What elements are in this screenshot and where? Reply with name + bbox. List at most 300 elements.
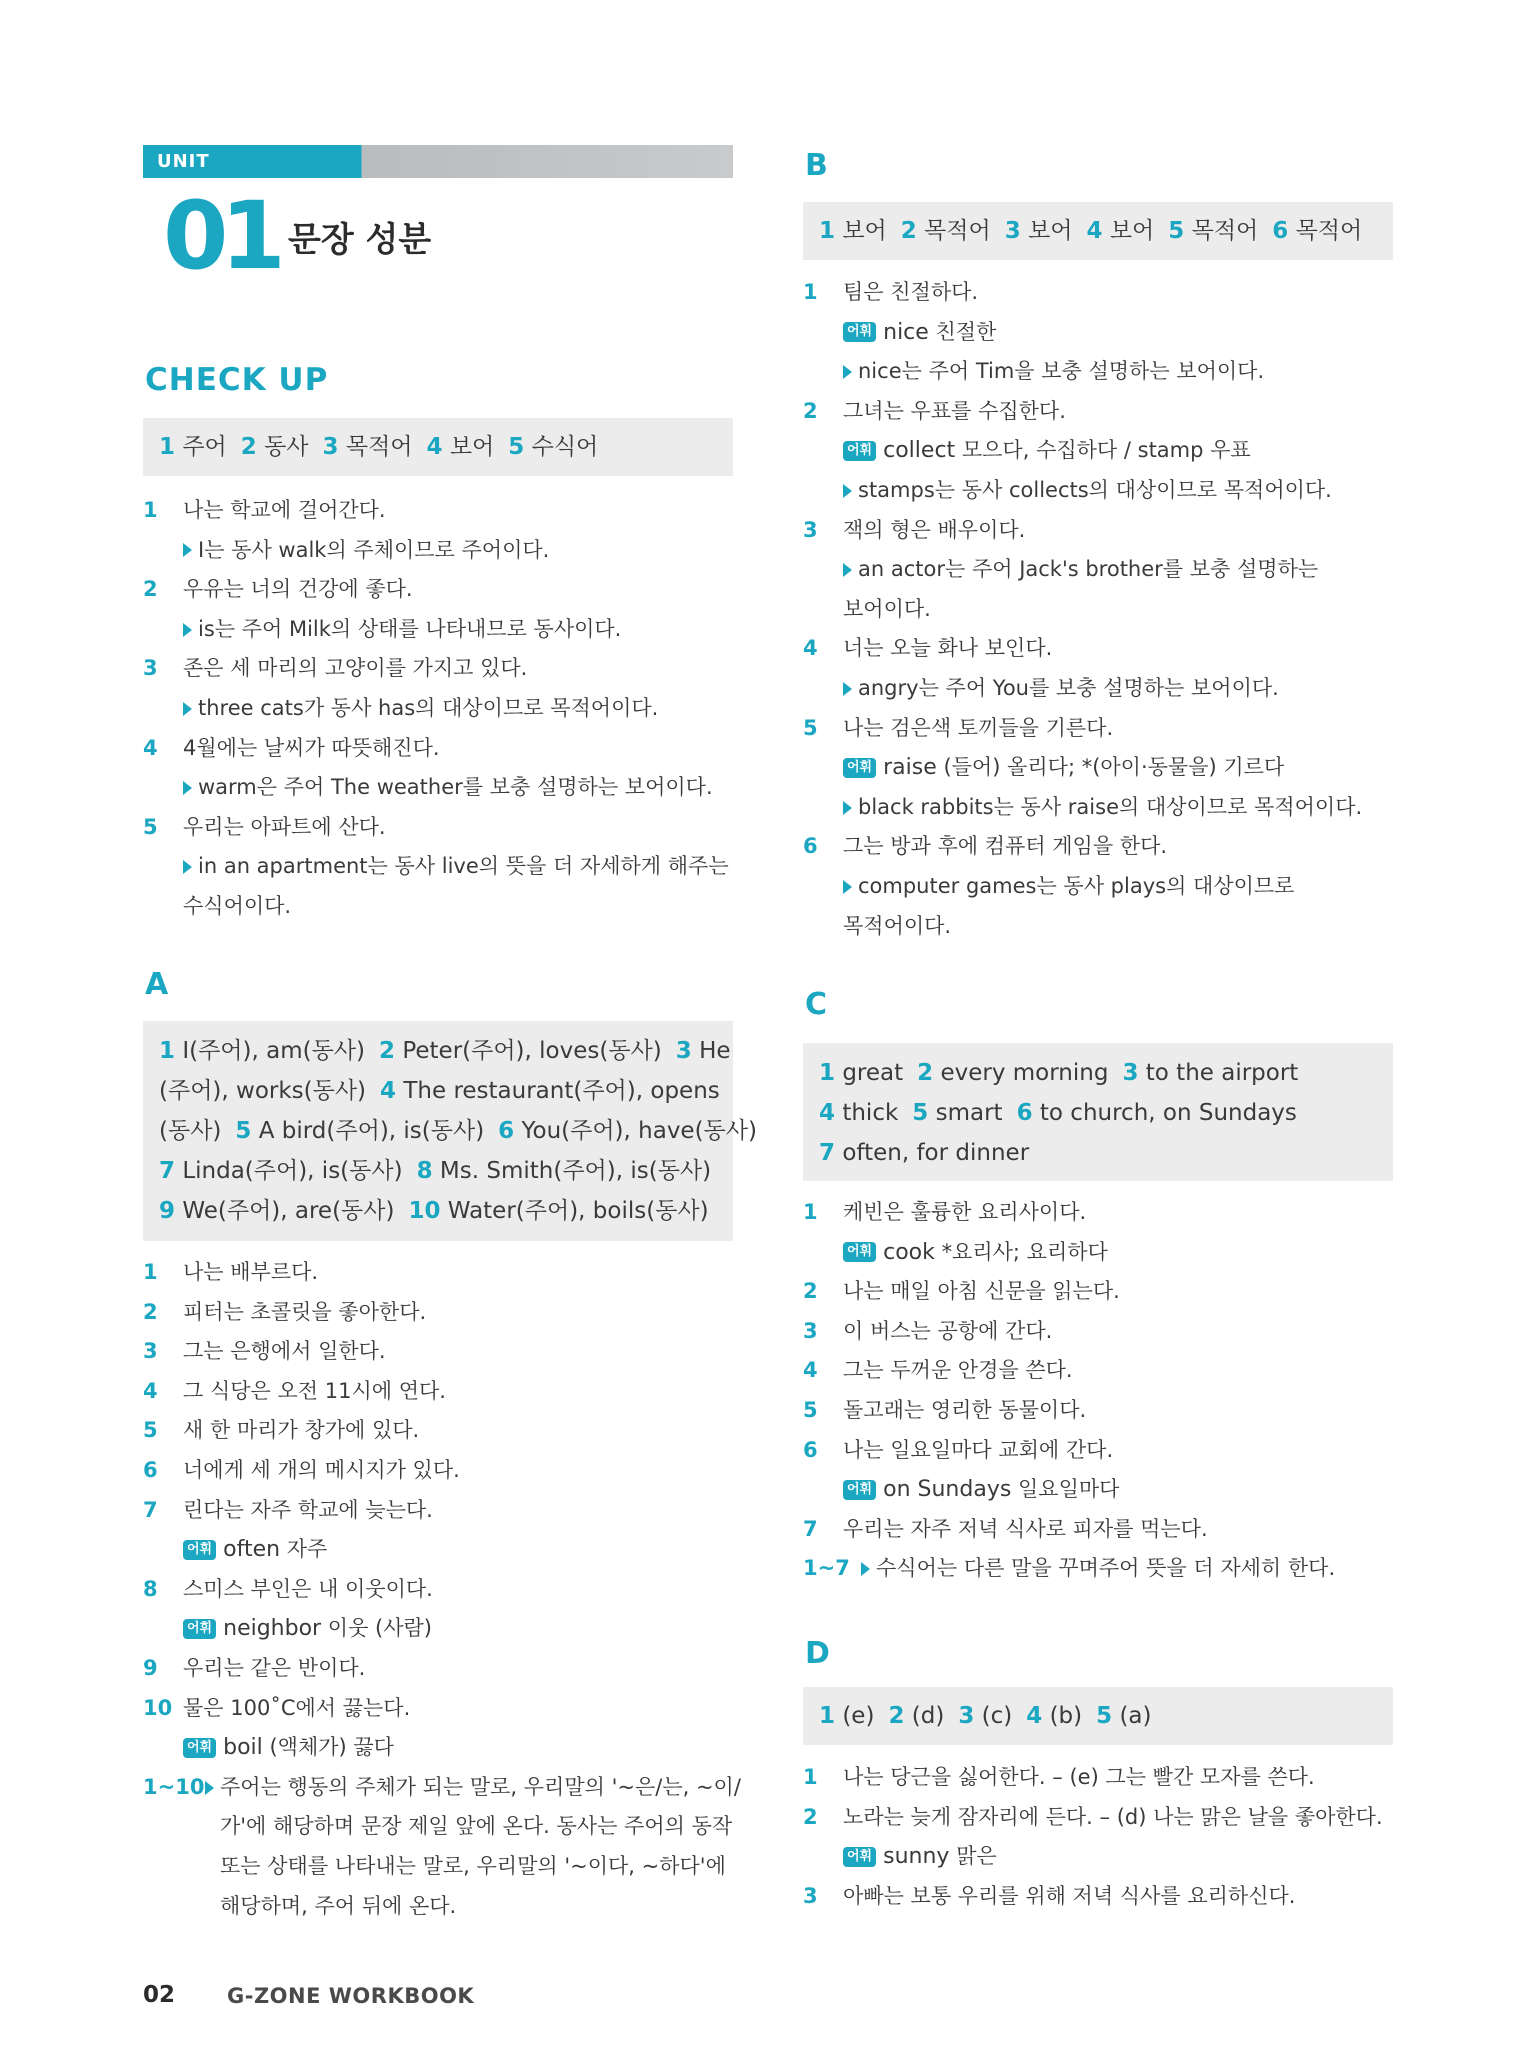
list-item [803, 1193, 1403, 1233]
list-item [803, 273, 1403, 313]
section-b-heading: B [805, 148, 828, 183]
item-row [803, 1470, 1403, 1510]
item-row [803, 748, 1403, 788]
list-item [143, 491, 743, 531]
item-number: 6 [143, 1457, 158, 1482]
answer-item [1005, 218, 1073, 244]
summary-text: 가'에 해당하며 문장 제일 앞에 온다. 동사는 주어의 동작 [220, 1814, 733, 1839]
answer-line [819, 1133, 1377, 1173]
summary-text: 해당하며, 주어 뒤에 온다. [220, 1893, 457, 1918]
item-number: 4 [143, 735, 158, 760]
vocab-meaning: 자주 [286, 1537, 328, 1562]
note-text: nice는 주어 Tim을 보충 설명하는 보어이다. [858, 359, 1265, 384]
checkup-heading: CHECK UP [145, 362, 329, 398]
arrow-right-icon [205, 1781, 214, 1795]
vocab-note [843, 748, 1284, 788]
answer-value: 목적어 [1295, 218, 1363, 244]
answer-number: 3 [322, 434, 339, 460]
section-d-answer-box [803, 1687, 1393, 1745]
item-number: 4 [803, 636, 818, 661]
section-d-heading: D [805, 1636, 830, 1671]
item-number: 4 [143, 1378, 158, 1403]
answer-number: 2 [240, 434, 257, 460]
arrow-right-icon [183, 860, 192, 874]
vocab-term: collect [883, 438, 956, 464]
answer-number: 9 [159, 1198, 176, 1224]
item-text: 우리는 아파트에 산다. [183, 814, 386, 839]
answer-item [819, 1060, 903, 1086]
answer-number: 5 [1168, 218, 1185, 244]
answer-value: to church, on Sundays [1039, 1100, 1297, 1126]
arrow-right-icon [843, 365, 852, 379]
summary-row [803, 1549, 1403, 1589]
item-number: 1 [803, 1200, 818, 1224]
answer-value: 목적어 [1191, 218, 1259, 244]
answer-number: 1 [159, 434, 176, 460]
answer-value: You(주어), have(동사) [521, 1118, 757, 1144]
item-number: 6 [803, 834, 818, 859]
answer-value: (b) [1049, 1703, 1083, 1729]
vocab-note [843, 1837, 997, 1877]
item-number: 10 [143, 1695, 173, 1720]
summary-text: 주어는 행동의 주체가 되는 말로, 우리말의 '~은/는, ~이/ [220, 1774, 741, 1799]
vocab-meaning: 맑은 [956, 1844, 997, 1869]
answer-number: 1 [159, 1038, 176, 1064]
answer-value: Peter(주어), loves(동사) [402, 1038, 662, 1064]
item-row [143, 1609, 743, 1649]
answer-number: 4 [426, 434, 443, 460]
vocab-term: sunny [883, 1844, 950, 1870]
answer-value: 수식어 [531, 434, 599, 460]
answer-item [912, 1100, 1002, 1126]
answer-value: (동사) [159, 1118, 222, 1144]
answer-item [819, 218, 887, 244]
answer-number: 7 [159, 1158, 176, 1184]
answer-item [1087, 218, 1155, 244]
unit-bar [143, 145, 733, 178]
answer-value: A bird(주어), is(동사) [258, 1118, 485, 1144]
answer-value: great [842, 1060, 904, 1086]
answer-value: He [699, 1038, 731, 1064]
answer-line [819, 1093, 1377, 1133]
item-number: 7 [803, 1516, 818, 1541]
vocab-term: often [223, 1537, 281, 1563]
section-d-items [803, 1758, 1403, 1916]
item-number: 5 [803, 1397, 818, 1422]
book-title: G-ZONE WORKBOOK [227, 1984, 475, 2008]
arrow-right-icon [843, 484, 852, 498]
answer-value: (a) [1119, 1703, 1152, 1729]
item-text: 그녀는 우표를 수집한다. [843, 398, 1066, 423]
item-number: 2 [803, 398, 818, 423]
page-number: 02 [143, 1982, 176, 2008]
item-number: 5 [143, 1418, 158, 1443]
answer-item [159, 1038, 365, 1064]
answer-item [1272, 218, 1362, 244]
list-item [803, 1431, 1403, 1471]
answer-line [819, 1697, 1377, 1735]
answer-line [159, 428, 717, 466]
item-number: 2 [803, 1279, 818, 1304]
list-item [143, 1451, 743, 1491]
answer-value: We(주어), are(동사) [182, 1198, 395, 1224]
item-number: 1 [803, 280, 818, 304]
item-text: 나는 매일 아침 신문을 읽는다. [843, 1279, 1120, 1304]
summary-note [205, 1768, 741, 1808]
item-number: 2 [143, 1299, 158, 1324]
answer-value: 보어 [449, 434, 495, 460]
item-row [143, 1728, 743, 1768]
answer-item [1096, 1703, 1151, 1729]
list-item [803, 1877, 1403, 1917]
item-number: 9 [143, 1655, 158, 1680]
answer-value: (c) [981, 1703, 1013, 1729]
answer-line [159, 1071, 720, 1111]
section-c-heading: C [805, 987, 828, 1022]
vocab-note [843, 1470, 1119, 1510]
answer-value: 보어 [842, 218, 887, 244]
item-row [803, 471, 1403, 511]
item-row [143, 887, 743, 927]
answer-item [159, 434, 227, 460]
answer-value: 목적어 [924, 218, 991, 244]
item-text: 우유는 너의 건강에 좋다. [183, 577, 413, 602]
answer-value: every morning [940, 1060, 1109, 1086]
vocab-badge: 어휘 [183, 1540, 216, 1560]
answer-number: 3 [675, 1038, 692, 1064]
answer-item [888, 1703, 944, 1729]
vocab-meaning: 이웃 (사람) [327, 1616, 432, 1641]
section-a-items [143, 1253, 743, 1926]
item-row [803, 788, 1403, 828]
list-item [803, 709, 1403, 749]
answer-value: 동사 [264, 434, 309, 460]
item-number: 1 [803, 1765, 818, 1789]
answer-value: (d) [911, 1703, 945, 1729]
explanation-note [843, 669, 1279, 709]
list-item [803, 1758, 1403, 1798]
item-row [803, 352, 1403, 392]
explanation-note [183, 610, 621, 650]
note-text: warm은 주어 The weather를 보충 설명하는 보어이다. [198, 775, 713, 800]
note-continuation: 수식어이다. [183, 893, 292, 918]
explanation-note [183, 531, 549, 571]
note-text: stamps는 동사 collects의 대상이므로 목적어이다. [858, 477, 1332, 502]
arrow-right-icon [183, 623, 192, 637]
note-text: I는 동사 walk의 주체이므로 주어이다. [198, 537, 550, 562]
answer-number: 5 [912, 1100, 929, 1126]
answer-value: I(주어), am(동사) [182, 1038, 365, 1064]
item-row [803, 590, 1403, 630]
item-number: 7 [143, 1497, 158, 1522]
note-continuation: 보어이다. [843, 596, 931, 621]
summary-row [143, 1847, 743, 1887]
answer-number: 10 [408, 1198, 441, 1224]
item-row [143, 531, 743, 571]
item-row [143, 768, 743, 808]
vocab-term: boil [223, 1735, 263, 1761]
vocab-term: on Sundays [883, 1477, 1012, 1503]
vocab-badge: 어휘 [843, 441, 876, 461]
answer-item [1122, 1060, 1298, 1086]
item-text: 팀은 친절하다. [843, 280, 979, 304]
item-row [143, 1530, 743, 1570]
answer-item [159, 1078, 366, 1104]
answer-item [159, 1158, 403, 1184]
vocab-meaning: 모으다, 수집하다 / stamp 우표 [961, 438, 1251, 463]
arrow-right-icon [183, 781, 192, 795]
note-text: in an apartment는 동사 live의 뜻을 더 자세하게 해주는 [198, 854, 729, 879]
vocab-badge: 어휘 [843, 322, 876, 342]
answer-item [159, 1118, 221, 1144]
list-item [803, 629, 1403, 669]
answer-item [958, 1703, 1012, 1729]
list-item [143, 1332, 743, 1372]
note-text: angry는 주어 You를 보충 설명하는 보어이다. [858, 675, 1279, 700]
list-item [143, 729, 743, 769]
answer-number: 5 [508, 434, 525, 460]
item-number: 4 [803, 1358, 818, 1383]
vocab-note [183, 1609, 432, 1649]
answer-line [159, 1151, 717, 1191]
summary-row [143, 1768, 743, 1808]
list-item [143, 570, 743, 610]
item-number: 5 [803, 715, 818, 740]
vocab-badge: 어휘 [843, 758, 876, 778]
list-item [143, 1570, 743, 1610]
arrow-right-icon [843, 682, 852, 696]
item-text: 그 식당은 오전 11시에 연다. [183, 1378, 446, 1403]
answer-item [819, 1703, 874, 1729]
item-text: 스미스 부인은 내 이웃이다. [183, 1576, 433, 1601]
item-number: 3 [143, 656, 158, 681]
item-text: 나는 학교에 걸어간다. [183, 498, 386, 522]
item-text: 물은 100˚C에서 끓는다. [183, 1695, 411, 1720]
arrow-right-icon [843, 880, 852, 894]
answer-item [1017, 1100, 1297, 1126]
answer-item [235, 1118, 484, 1144]
explanation-note [843, 788, 1362, 828]
answer-line [159, 1031, 731, 1071]
summary-row [143, 1887, 743, 1927]
answer-number: 4 [1086, 218, 1103, 244]
item-text: 피터는 초콜릿을 좋아한다. [183, 1299, 427, 1324]
answer-value: (주어), works(동사) [159, 1078, 367, 1104]
section-c-items [803, 1193, 1403, 1589]
item-row [143, 610, 743, 650]
answer-number: 2 [917, 1060, 934, 1086]
section-a-heading: A [145, 967, 169, 1002]
list-item [143, 1253, 743, 1293]
list-item [803, 1312, 1403, 1352]
arrow-right-icon [843, 563, 852, 577]
list-item [803, 511, 1403, 551]
answer-item [498, 1118, 757, 1144]
summary-text: 또는 상태를 나타내는 말로, 우리말의 '~이다, ~하다'에 [220, 1853, 726, 1878]
item-text: 나는 당근을 싫어한다. – (e) 그는 빨간 모자를 쓴다. [843, 1765, 1315, 1789]
answer-value: Water(주어), boils(동사) [447, 1198, 709, 1224]
item-row [803, 313, 1403, 353]
unit-number: 01 [163, 182, 278, 291]
list-item [803, 1510, 1403, 1550]
item-text: 우리는 자주 저녁 식사로 피자를 먹는다. [843, 1516, 1208, 1541]
item-text: 이 버스는 공항에 간다. [843, 1318, 1053, 1343]
answer-number: 1 [819, 218, 836, 244]
summary-range: 1~7 [803, 1556, 850, 1581]
answer-value: smart [935, 1100, 1003, 1126]
answer-value: Linda(주어), is(동사) [182, 1158, 403, 1184]
vocab-meaning: 친절한 [935, 319, 997, 344]
item-text: 새 한 마리가 창가에 있다. [183, 1418, 420, 1443]
list-item [143, 1649, 743, 1689]
item-text: 존은 세 마리의 고양이를 가지고 있다. [183, 656, 528, 681]
arrow-right-icon [183, 702, 192, 716]
answer-item [417, 1158, 712, 1184]
item-text: 4월에는 날씨가 따뜻해진다. [183, 735, 440, 760]
vocab-note [843, 1233, 1108, 1273]
answer-value: The restaurant(주어), opens [403, 1078, 720, 1104]
vocab-badge: 어휘 [183, 1738, 216, 1758]
answer-item [917, 1060, 1108, 1086]
answer-number: 1 [819, 1060, 836, 1086]
list-item [803, 1391, 1403, 1431]
item-text: 그는 두꺼운 안경을 쓴다. [843, 1358, 1073, 1383]
answer-value: 보어 [1109, 218, 1155, 244]
vocab-term: raise [883, 755, 937, 781]
list-item [803, 1351, 1403, 1391]
list-item [143, 1411, 743, 1451]
section-c-answer-box [803, 1043, 1393, 1181]
vocab-badge: 어휘 [843, 1242, 876, 1262]
vocab-note [183, 1728, 394, 1768]
item-number: 2 [143, 577, 158, 602]
vocab-badge: 어휘 [843, 1847, 876, 1867]
arrow-right-icon [861, 1562, 870, 1576]
answer-item [379, 1038, 662, 1064]
answer-value: 주어 [182, 434, 227, 460]
answer-item [241, 434, 309, 460]
answer-value: 보어 [1028, 218, 1073, 244]
item-text: 그는 방과 후에 컴퓨터 게임을 한다. [843, 834, 1168, 859]
answer-number: 2 [900, 218, 917, 244]
summary-row [143, 1807, 743, 1847]
summary-note [861, 1549, 1335, 1589]
list-item [803, 1272, 1403, 1312]
section-a-answer-box [143, 1021, 757, 1241]
answer-item [1026, 1703, 1082, 1729]
item-text: 너는 오늘 화나 보인다. [843, 636, 1053, 661]
answer-number: 6 [1272, 218, 1289, 244]
item-row [803, 550, 1403, 590]
answer-item [427, 434, 495, 460]
list-item [143, 1372, 743, 1412]
answer-item [323, 434, 413, 460]
answer-number: 5 [235, 1118, 252, 1144]
item-number: 3 [803, 1883, 818, 1908]
answer-item [819, 1140, 1029, 1166]
list-item [803, 392, 1403, 432]
answer-item [159, 1198, 394, 1224]
vocab-meaning: *요리사; 요리하다 [941, 1239, 1108, 1264]
item-number: 3 [803, 1318, 818, 1343]
answer-line [159, 1111, 757, 1151]
item-text: 나는 검은색 토끼들을 기른다. [843, 715, 1114, 740]
item-text: 너에게 세 개의 메시지가 있다. [183, 1457, 460, 1482]
answer-item [508, 434, 598, 460]
item-number: 1 [143, 1260, 158, 1284]
section-b-items [803, 273, 1403, 946]
answer-item [676, 1038, 731, 1064]
answer-value: (e) [842, 1703, 875, 1729]
item-text: 그는 은행에서 일한다. [183, 1339, 386, 1364]
item-row [803, 1233, 1403, 1273]
answer-number: 3 [958, 1703, 975, 1729]
list-item [803, 827, 1403, 867]
answer-number: 7 [819, 1140, 836, 1166]
note-continuation: 목적어이다. [843, 913, 952, 938]
section-b-answer-box [803, 202, 1393, 260]
answer-number: 6 [1016, 1100, 1033, 1126]
list-item [143, 1293, 743, 1333]
explanation-note [843, 352, 1264, 392]
answer-line [819, 1053, 1377, 1093]
answer-value: 목적어 [345, 434, 413, 460]
answer-number: 4 [1026, 1703, 1043, 1729]
answer-number: 3 [1004, 218, 1021, 244]
item-number: 3 [803, 517, 818, 542]
unit-title: 문장 성분 [288, 220, 432, 260]
vocab-term: cook [883, 1239, 935, 1265]
answer-number: 2 [379, 1038, 396, 1064]
arrow-right-icon [843, 801, 852, 815]
answer-value: often, for dinner [842, 1140, 1030, 1166]
item-row [143, 689, 743, 729]
explanation-note [183, 689, 658, 729]
vocab-badge: 어휘 [183, 1619, 216, 1639]
item-text: 나는 배부르다. [183, 1260, 319, 1284]
arrow-right-icon [183, 543, 192, 557]
item-row [803, 669, 1403, 709]
item-number: 5 [143, 814, 158, 839]
note-text: is는 주어 Milk의 상태를 나타내므로 동사이다. [198, 616, 622, 641]
answer-number: 4 [380, 1078, 397, 1104]
vocab-meaning: 일요일마다 [1018, 1477, 1120, 1502]
answer-number: 4 [819, 1100, 836, 1126]
answer-line [819, 212, 1377, 250]
note-text: an actor는 주어 Jack's brother를 보충 설명하는 [858, 557, 1319, 582]
answer-value: thick [842, 1100, 899, 1126]
vocab-meaning: (들어) 올리다; *(아이·동물을) 기르다 [943, 755, 1285, 780]
note-text: computer games는 동사 plays의 대상이므로 [858, 873, 1295, 898]
item-text: 우리는 같은 반이다. [183, 1655, 366, 1680]
item-number: 6 [803, 1437, 818, 1462]
item-number: 8 [143, 1576, 158, 1601]
vocab-meaning: (액체가) 끓다 [269, 1735, 394, 1760]
explanation-note [183, 847, 729, 887]
vocab-note [843, 313, 996, 353]
item-text: 케빈은 훌륭한 요리사이다. [843, 1200, 1087, 1224]
answer-number: 3 [1122, 1060, 1139, 1086]
answer-item [901, 218, 991, 244]
item-row [803, 867, 1403, 907]
answer-value: Ms. Smith(주어), is(동사) [439, 1158, 712, 1184]
item-number: 2 [803, 1804, 818, 1829]
item-row [803, 907, 1403, 947]
list-item [143, 649, 743, 689]
answer-item [819, 1100, 898, 1126]
explanation-note [843, 550, 1318, 590]
note-text: black rabbits는 동사 raise의 대상이므로 목적어이다. [858, 794, 1363, 819]
